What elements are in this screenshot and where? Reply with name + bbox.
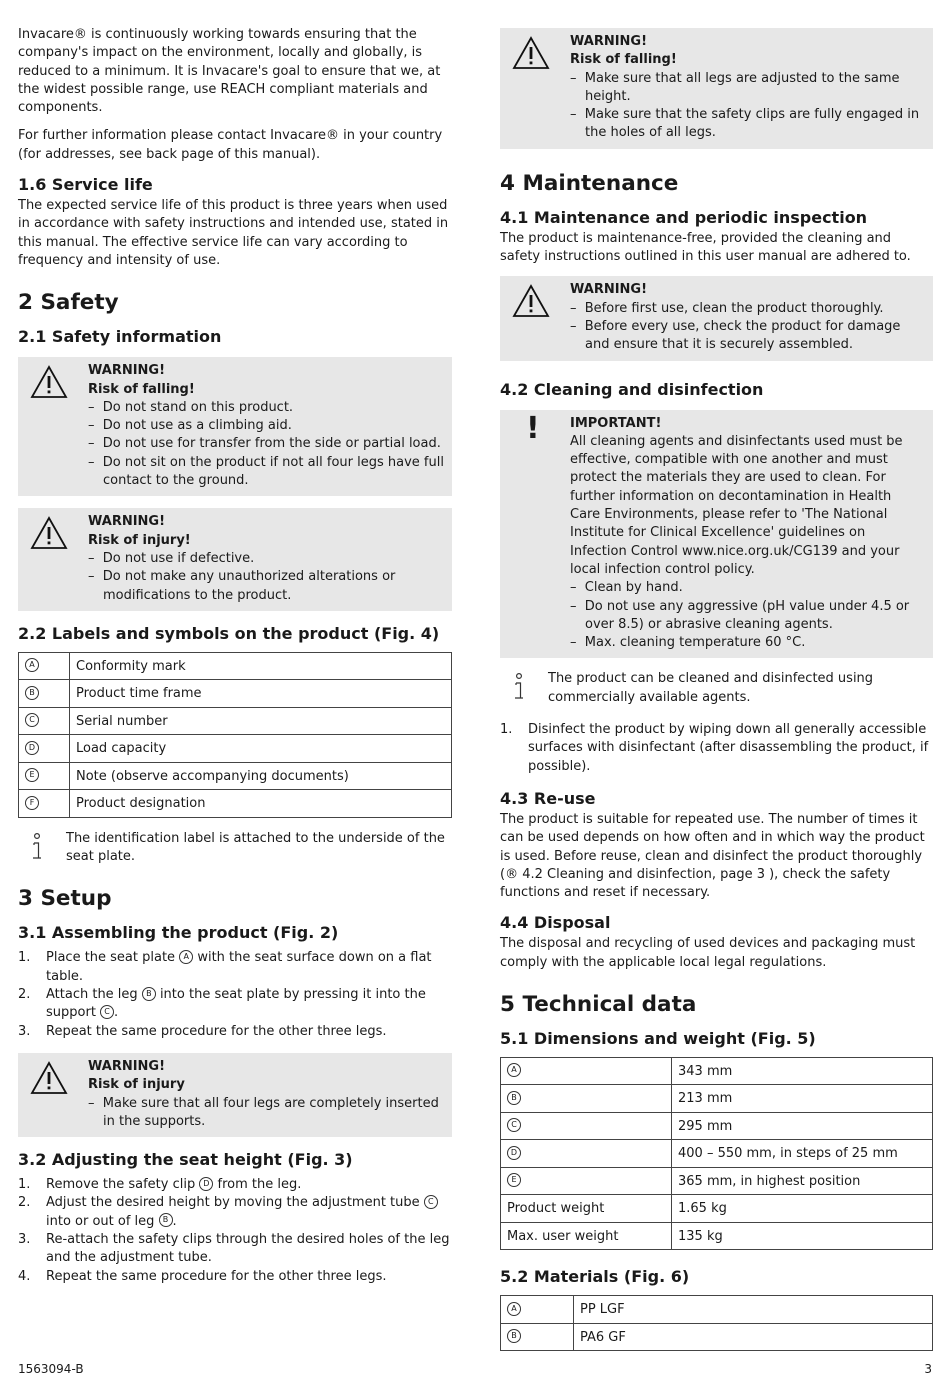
dimension-row	[501, 1222, 933, 1250]
step-number: 4.	[18, 1268, 31, 1284]
intro-paragraph-1: Invacare® is continuously working towards ensuring that the company's impact on the environment, locally and globally, is reduced to a minimum. It is Invacare's goal to ensure that we, at the widest possible range, use REACH compliant materials and components.	[18, 27, 441, 116]
callout-letter-icon: A	[25, 658, 39, 672]
section-5-2-heading: 5.2 Materials (Fig. 6)	[500, 1267, 690, 1287]
important-title: IMPORTANT!	[570, 415, 662, 431]
callout-letter-icon: D	[507, 1146, 521, 1160]
label-row	[19, 707, 452, 735]
info-note	[18, 830, 452, 867]
exclamation-icon: !	[526, 410, 540, 446]
left-column	[18, 26, 452, 1298]
dimension-row	[501, 1057, 933, 1085]
table-key-cell	[501, 1112, 672, 1140]
warning-item: – Do not use for transfer from the side or partial load.	[88, 435, 444, 453]
label-row	[19, 652, 452, 680]
warning-item: – Do not stand on this product.	[88, 399, 444, 417]
warning-title: WARNING!	[88, 363, 166, 379]
warning-subtitle: Risk of injury	[88, 1077, 185, 1093]
footer-doc-id: 1563094-B	[18, 1362, 84, 1376]
label-row	[19, 680, 452, 708]
label-row	[19, 735, 452, 763]
warning-item: – Make sure that all legs are adjusted to the same height.	[570, 70, 925, 107]
important-item: – Clean by hand.	[570, 579, 925, 597]
warning-item: – Make sure that all four legs are completely inserted in the supports.	[88, 1095, 444, 1132]
table-key-cell	[501, 1296, 574, 1324]
dimension-row	[501, 1140, 933, 1168]
callout-letter-icon: A	[507, 1302, 521, 1316]
callout-letter-icon: D	[25, 741, 39, 755]
table-value-cell: Product designation	[70, 790, 452, 818]
table-value-cell: 365 mm, in highest position	[672, 1167, 933, 1195]
dimension-row	[501, 1112, 933, 1140]
callout-letter-icon: B	[25, 686, 39, 700]
warning-subtitle: Risk of falling!	[88, 381, 195, 397]
info-note-text: The identification label is attached to the underside of the seat plate.	[66, 830, 445, 865]
table-value-cell: PA6 GF	[574, 1323, 933, 1351]
warning-item: – Do not use if defective.	[88, 550, 444, 568]
step-number: 1.	[18, 950, 31, 966]
step-item: 2. Attach the leg B into the seat plate by pressing it into the support C .	[18, 987, 426, 1021]
table-key-cell: Product weight	[501, 1195, 672, 1223]
table-value-cell: 400 – 550 mm, in steps of 25 mm	[672, 1140, 933, 1168]
step-item: 4. Repeat the same procedure for the other three legs.	[18, 1268, 452, 1286]
table-key-cell	[501, 1167, 672, 1195]
step-item: 3. Repeat the same procedure for the other three legs.	[18, 1023, 452, 1041]
section-3-1-heading: 3.1 Assembling the product (Fig. 2)	[18, 923, 339, 943]
callout-letter-icon: E	[25, 768, 39, 782]
callout-letter-icon: F	[25, 796, 39, 810]
callout-letter-icon: C	[424, 1195, 438, 1209]
table-key-cell	[19, 652, 70, 680]
step-number: 2.	[18, 1195, 31, 1211]
section-1-6-heading: 1.6 Service life	[18, 175, 153, 195]
warning-item: – Before every use, check the product for damage and ensure that it is securely assembled.	[570, 318, 925, 355]
warning-item: – Make sure that the safety clips are fully engaged in the holes of all legs.	[570, 106, 925, 143]
section-2-2-heading: 2.2 Labels and symbols on the product (Fig. 4)	[18, 623, 440, 643]
warning-title: WARNING!	[88, 514, 166, 530]
callout-letter-icon: C	[100, 1005, 114, 1019]
warning-box-injury	[18, 508, 452, 610]
table-value-cell: Note (observe accompanying documents)	[70, 762, 452, 790]
table-value-cell: PP LGF	[574, 1296, 933, 1324]
warning-title: WARNING!	[570, 34, 648, 49]
warning-triangle-icon	[30, 1061, 68, 1095]
table-value-cell: 213 mm	[672, 1085, 933, 1113]
warning-title: WARNING!	[88, 1058, 166, 1074]
dimension-row	[501, 1085, 933, 1113]
material-row	[501, 1296, 933, 1324]
callout-letter-icon: D	[199, 1177, 213, 1191]
callout-letter-icon: C	[25, 713, 39, 727]
section-3-heading: 3 Setup	[18, 886, 112, 912]
callout-letter-icon: B	[507, 1329, 521, 1343]
disposal-text: The disposal and recycling of used devices and packaging must comply with the applicable local legal regulations.	[500, 936, 916, 970]
info-icon	[512, 672, 526, 702]
cleaning-steps	[500, 721, 933, 776]
service-life-text: The expected service life of this product is three years when used in accordance with safety instructions and intended use, stated in this manual. The effective service life can vary according to frequency and intensity of use.	[18, 198, 449, 268]
warning-box-legs	[18, 1053, 452, 1137]
seat-height-steps	[18, 1176, 452, 1286]
section-4-3-heading: 4.3 Re-use	[500, 788, 596, 808]
section-5-1-heading: 5.1 Dimensions and weight (Fig. 5)	[500, 1028, 816, 1048]
footer-page-number: 3	[924, 1362, 932, 1376]
table-key-cell	[501, 1323, 574, 1351]
step-item: 2. Adjust the desired height by moving the adjustment tube C into or out of leg B .	[18, 1194, 452, 1231]
section-4-1-heading: 4.1 Maintenance and periodic inspection	[500, 207, 868, 227]
warning-item: – Do not sit on the product if not all four legs have full contact to the ground.	[88, 454, 444, 491]
label-row	[19, 762, 452, 790]
callout-letter-icon: A	[507, 1063, 521, 1077]
step-item: 1. Place the seat plate A with the seat surface down on a flat table.	[18, 950, 432, 984]
table-value-cell: 295 mm	[672, 1112, 933, 1140]
table-key-cell	[501, 1057, 672, 1085]
section-5-heading: 5 Technical data	[500, 991, 697, 1017]
table-value-cell: 135 kg	[672, 1222, 933, 1250]
table-key-cell	[19, 735, 70, 763]
warning-item: – Before first use, clean the product thoroughly.	[570, 300, 925, 318]
labels-table	[18, 652, 452, 818]
section-2-heading: 2 Safety	[18, 290, 119, 316]
warning-triangle-icon	[512, 284, 550, 318]
warning-item: – Do not use as a climbing aid.	[88, 417, 444, 435]
step-number: 1.	[18, 1177, 31, 1193]
warning-triangle-icon	[30, 516, 68, 550]
table-key-cell: Max. user weight	[501, 1222, 672, 1250]
table-value-cell: Product time frame	[70, 680, 452, 708]
important-item: – Max. cleaning temperature 60 °C.	[570, 634, 925, 652]
table-value-cell: Serial number	[70, 707, 452, 735]
section-4-4-heading: 4.4 Disposal	[500, 913, 611, 933]
step-number: 3.	[18, 1231, 31, 1247]
dimension-row	[501, 1167, 933, 1195]
table-value-cell: 343 mm	[672, 1057, 933, 1085]
warning-box-first-use	[500, 276, 933, 360]
step-item: 3. Re-attach the safety clips through the desired holes of the leg and the adjustment tube.	[18, 1231, 450, 1266]
important-text: All cleaning agents and disinfectants used must be effective, compatible with one another and must protect the materials they are used to clean. For further information on decontamination in Health Care Environments, please refer to 'The National Institute for Clinical Excellence' guidelines on Infection Control www.nice.org.uk/CG139 and your local infection control policy.	[570, 433, 903, 577]
right-column	[500, 28, 933, 1363]
dimension-row	[501, 1195, 933, 1223]
step-number: 3.	[18, 1023, 31, 1039]
warning-triangle-icon	[512, 36, 550, 70]
warning-box-legs-height	[500, 28, 933, 149]
warning-triangle-icon	[30, 365, 68, 399]
assembly-steps	[18, 949, 452, 1040]
step-number: 2.	[18, 987, 31, 1003]
warning-title: WARNING!	[570, 282, 648, 298]
material-row	[501, 1323, 933, 1351]
warning-box-falling	[18, 357, 452, 496]
label-row	[19, 790, 452, 818]
table-value-cell: Load capacity	[70, 735, 452, 763]
callout-letter-icon: C	[507, 1118, 521, 1132]
intro-paragraph-2: For further information please contact Invacare® in your country (for addresses, see back page of this manual).	[18, 128, 443, 162]
materials-table	[500, 1295, 933, 1351]
table-key-cell	[19, 762, 70, 790]
section-4-2-heading: 4.2 Cleaning and disinfection	[500, 379, 764, 399]
reuse-text: The product is suitable for repeated use. The number of times it can be used depends on how often and in which way the product is used. Before reuse, clean and disinfect the product thoroughly (® 4.2 Cleaning and disinfection, page 3 ), check the safety functions and reset if necessary.	[500, 811, 925, 901]
maintenance-text: The product is maintenance-free, provided the cleaning and safety instructions outlined in this user manual are adhered to.	[500, 230, 911, 265]
important-box	[500, 410, 933, 659]
step-item: 1. Disinfect the product by wiping down all generally accessible surfaces with disinfectant (after disassembling the product, if possible).	[500, 722, 929, 774]
step-number: 1.	[500, 722, 513, 738]
section-2-1-heading: 2.1 Safety information	[18, 327, 222, 347]
callout-letter-icon: B	[507, 1091, 521, 1105]
info-icon	[30, 832, 44, 862]
dimensions-table	[500, 1057, 933, 1251]
step-item: 1. Remove the safety clip D from the leg.	[18, 1176, 452, 1194]
callout-letter-icon: E	[507, 1173, 521, 1187]
warning-subtitle: Risk of injury!	[88, 532, 191, 548]
callout-letter-icon: A	[179, 950, 193, 964]
callout-letter-icon: B	[142, 987, 156, 1001]
table-value-cell: 1.65 kg	[672, 1195, 933, 1223]
table-key-cell	[19, 680, 70, 708]
important-item: – Do not use any aggressive (pH value under 4.5 or over 8.5) or abrasive cleaning agents.	[570, 598, 925, 635]
table-key-cell	[19, 790, 70, 818]
section-4-heading: 4 Maintenance	[500, 170, 679, 196]
warning-subtitle: Risk of falling!	[570, 52, 677, 68]
table-value-cell: Conformity mark	[70, 652, 452, 680]
warning-item: – Do not make any unauthorized alterations or modifications to the product.	[88, 568, 444, 605]
callout-letter-icon: B	[159, 1213, 173, 1227]
info-note-text: The product can be cleaned and disinfected using commercially available agents.	[548, 671, 874, 705]
table-key-cell	[501, 1140, 672, 1168]
section-3-2-heading: 3.2 Adjusting the seat height (Fig. 3)	[18, 1150, 353, 1170]
table-key-cell	[501, 1085, 672, 1113]
info-note	[500, 670, 933, 707]
table-key-cell	[19, 707, 70, 735]
